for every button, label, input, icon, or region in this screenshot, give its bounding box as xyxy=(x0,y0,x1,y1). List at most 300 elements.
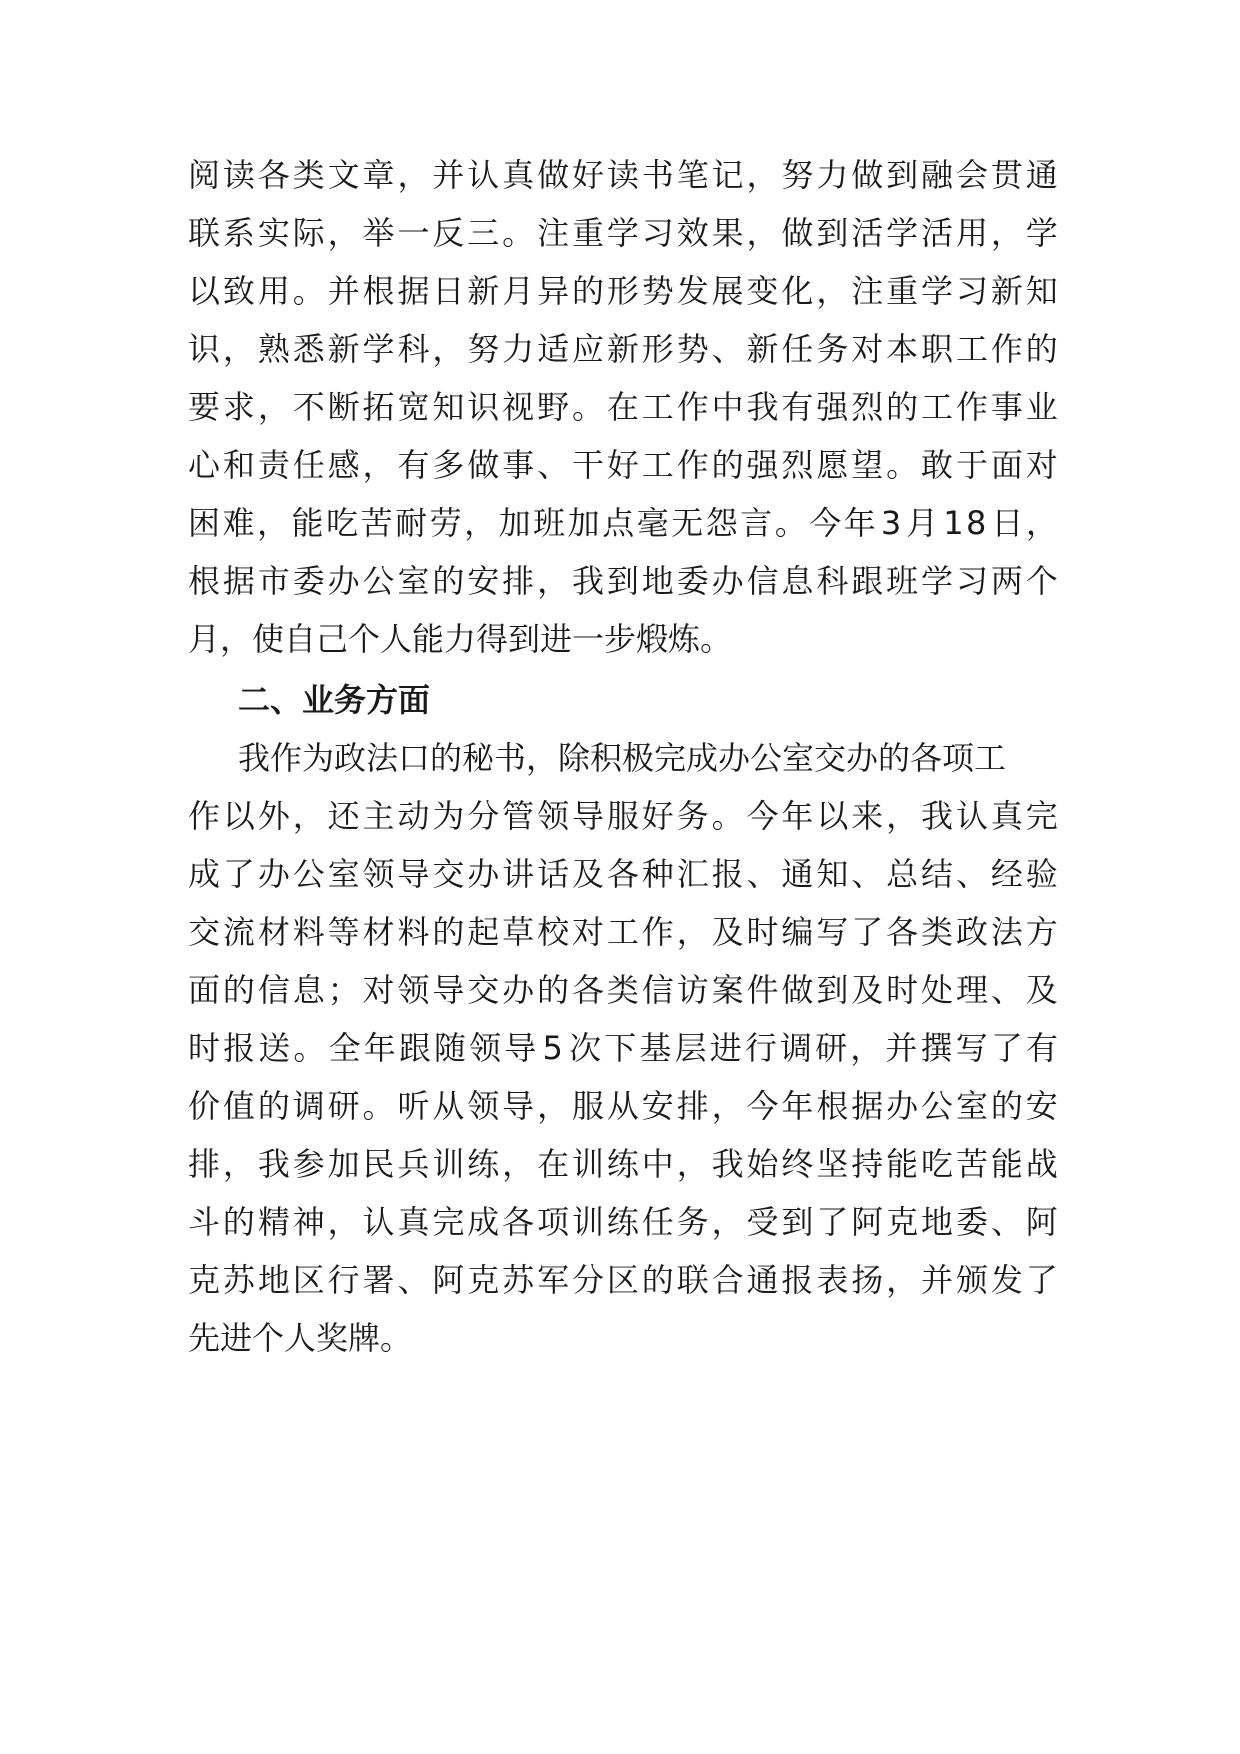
glyph: 学 xyxy=(886,214,919,252)
glyph: 于 xyxy=(955,446,988,484)
glyph: 。 xyxy=(292,272,325,310)
glyph: 作 xyxy=(676,388,709,426)
glyph: 料 xyxy=(397,913,430,951)
glyph: 业 xyxy=(1025,388,1058,426)
glyph: 的 xyxy=(432,562,465,600)
glyph: 随 xyxy=(433,1029,466,1067)
glyph: 势 xyxy=(641,272,674,310)
glyph: 室 xyxy=(327,855,360,893)
glyph: 干 xyxy=(571,446,604,484)
glyph: 排 xyxy=(676,1087,709,1125)
glyph: 工 xyxy=(921,388,954,426)
glyph: 能 xyxy=(886,1145,919,1183)
glyph: 表 xyxy=(816,1261,849,1299)
glyph: 及 xyxy=(711,913,744,951)
glyph: 办 xyxy=(502,971,535,1009)
glyph: ， xyxy=(537,1087,570,1125)
glyph: 及 xyxy=(1025,971,1058,1009)
glyph: 形 xyxy=(606,272,639,310)
glyph: 跟 xyxy=(851,562,884,600)
glyph: 努 xyxy=(467,330,500,368)
paragraph-line xyxy=(188,1086,1058,1126)
glyph: 终 xyxy=(781,1145,814,1183)
glyph: 知 xyxy=(432,388,465,426)
glyph: 难 xyxy=(222,504,255,542)
glyph: ； xyxy=(327,971,360,1009)
glyph: 野 xyxy=(537,388,570,426)
paragraph-line: 我作为政法口的秘书，除积极完成办公室交办的各项工 xyxy=(238,739,1007,777)
paragraph-line xyxy=(188,329,1058,369)
glyph: 验 xyxy=(1025,855,1058,893)
paragraph-line xyxy=(188,271,1058,311)
glyph: 政 xyxy=(955,913,988,951)
glyph: 、 xyxy=(955,855,988,893)
glyph: 应 xyxy=(571,330,604,368)
glyph: 务 xyxy=(676,797,709,835)
glyph: 公 xyxy=(921,1087,954,1125)
glyph: 阅 xyxy=(188,156,221,194)
glyph: ， xyxy=(502,1145,535,1183)
glyph: ， xyxy=(222,1145,255,1183)
glyph: 编 xyxy=(781,913,814,951)
glyph: 调 xyxy=(292,1087,325,1125)
glyph: ， xyxy=(222,330,255,368)
glyph: 联 xyxy=(676,1261,709,1299)
glyph: 项 xyxy=(537,1203,570,1241)
glyph: 职 xyxy=(921,330,954,368)
glyph: 任 xyxy=(641,1203,674,1241)
glyph: 苏 xyxy=(222,1261,255,1299)
glyph: 研 xyxy=(815,1029,848,1067)
glyph: 完 xyxy=(432,1203,465,1241)
glyph: 送 xyxy=(258,1029,291,1067)
glyph: 委 xyxy=(676,562,709,600)
glyph: 重 xyxy=(571,214,604,252)
glyph: 行 xyxy=(744,1029,777,1067)
glyph: 责 xyxy=(257,446,290,484)
glyph: 对 xyxy=(851,330,884,368)
glyph: 科 xyxy=(397,330,430,368)
glyph: 训 xyxy=(571,1203,604,1241)
glyph: 吃 xyxy=(326,504,359,542)
glyph: 学 xyxy=(921,562,954,600)
glyph: 今 xyxy=(746,797,779,835)
glyph: 做 xyxy=(781,971,814,1009)
glyph: 。 xyxy=(362,1087,395,1125)
glyph: 书 xyxy=(641,156,674,194)
glyph: 战 xyxy=(1025,1145,1058,1183)
glyph: 我 xyxy=(921,797,954,835)
glyph: 扬 xyxy=(851,1261,884,1299)
glyph: 办 xyxy=(257,855,290,893)
glyph: 件 xyxy=(746,971,779,1009)
glyph: ， xyxy=(746,156,779,194)
glyph: ， xyxy=(850,1029,883,1067)
glyph: 等 xyxy=(327,913,360,951)
glyph: 章 xyxy=(362,156,395,194)
glyph: 用 xyxy=(257,272,290,310)
glyph: 强 xyxy=(816,388,849,426)
glyph: 领 xyxy=(397,971,430,1009)
glyph: 班 xyxy=(533,504,566,542)
glyph: 据 xyxy=(397,272,430,310)
glyph: 年 xyxy=(781,797,814,835)
glyph: 总 xyxy=(886,855,919,893)
glyph: 话 xyxy=(537,855,570,893)
glyph: 面 xyxy=(188,971,221,1009)
glyph: ， xyxy=(746,214,779,252)
glyph: 果 xyxy=(711,214,744,252)
glyph: 苏 xyxy=(502,1261,535,1299)
glyph: 笔 xyxy=(676,156,709,194)
glyph: 科 xyxy=(816,562,849,600)
glyph: 到 xyxy=(606,562,639,600)
glyph: 作 xyxy=(955,388,988,426)
glyph: 来 xyxy=(851,797,884,835)
glyph: 个 xyxy=(1025,562,1058,600)
glyph: 认 xyxy=(467,156,500,194)
glyph: 记 xyxy=(711,156,744,194)
glyph: 动 xyxy=(397,797,430,835)
glyph: 神 xyxy=(292,1203,325,1241)
glyph: 办 xyxy=(711,562,744,600)
glyph: ， xyxy=(362,446,395,484)
glyph: 力 xyxy=(502,330,535,368)
glyph: 断 xyxy=(327,388,360,426)
glyph: 不 xyxy=(292,388,325,426)
glyph: 报 xyxy=(711,855,744,893)
glyph: 对 xyxy=(571,913,604,951)
glyph: 识 xyxy=(467,388,500,426)
glyph: 材 xyxy=(257,913,290,951)
glyph: 在 xyxy=(606,388,639,426)
glyph: 了 xyxy=(851,913,884,951)
glyph: 认 xyxy=(362,1203,395,1241)
glyph: 以 xyxy=(222,797,255,835)
glyph: 理 xyxy=(955,971,988,1009)
glyph: 层 xyxy=(674,1029,707,1067)
glyph: 克 xyxy=(886,1203,919,1241)
glyph: 学 xyxy=(606,214,639,252)
glyph: 知 xyxy=(1025,272,1058,310)
glyph: 排 xyxy=(188,1145,221,1183)
glyph: 形 xyxy=(641,330,674,368)
glyph: 敢 xyxy=(921,446,954,484)
glyph: 管 xyxy=(502,797,535,835)
glyph: 学 xyxy=(362,330,395,368)
glyph: 求 xyxy=(222,388,255,426)
glyph: 汇 xyxy=(676,855,709,893)
glyph: 月 xyxy=(906,504,939,542)
glyph: 知 xyxy=(816,855,849,893)
glyph: 服 xyxy=(571,1087,604,1125)
glyph: 据 xyxy=(222,562,255,600)
paragraph-line xyxy=(188,1202,1058,1242)
paragraph-line xyxy=(188,1028,1058,1068)
glyph: 真 xyxy=(502,156,535,194)
glyph: 熟 xyxy=(257,330,290,368)
glyph: 为 xyxy=(432,797,465,835)
glyph: 的 xyxy=(571,272,604,310)
glyph: 流 xyxy=(222,913,255,951)
glyph: ， xyxy=(711,1087,744,1125)
glyph: 下 xyxy=(604,1029,637,1067)
glyph: 、 xyxy=(746,855,779,893)
glyph: 烈 xyxy=(781,446,814,484)
glyph: 克 xyxy=(188,1261,221,1299)
glyph: 发 xyxy=(990,1261,1023,1299)
paragraph-line: 先进个人奖牌。 xyxy=(188,1319,413,1357)
glyph: 怨 xyxy=(705,504,738,542)
glyph: 领 xyxy=(469,1029,502,1067)
paragraph-line xyxy=(188,796,1058,836)
glyph: 地 xyxy=(921,1203,954,1241)
glyph: 案 xyxy=(711,971,744,1009)
glyph: 年 xyxy=(843,504,876,542)
glyph: 注 xyxy=(537,214,570,252)
glyph: 、 xyxy=(537,446,570,484)
glyph: 类 xyxy=(292,156,325,194)
glyph: 委 xyxy=(955,1203,988,1241)
glyph: 我 xyxy=(746,388,779,426)
glyph: 并 xyxy=(327,272,360,310)
glyph: 报 xyxy=(781,1261,814,1299)
glyph: 任 xyxy=(292,446,325,484)
glyph: 1 xyxy=(943,504,964,542)
glyph: 点 xyxy=(602,504,635,542)
paragraph-line: 月，使自己个人能力得到进一步煅炼。 xyxy=(188,620,733,658)
glyph: 新 xyxy=(606,330,639,368)
glyph: 和 xyxy=(222,446,255,484)
glyph: 贯 xyxy=(990,156,1023,194)
glyph: 愿 xyxy=(816,446,849,484)
glyph: 时 xyxy=(188,1029,221,1067)
glyph: 、 xyxy=(397,1261,430,1299)
glyph: 要 xyxy=(188,388,221,426)
glyph: 领 xyxy=(362,855,395,893)
glyph: 导 xyxy=(432,971,465,1009)
glyph: 全 xyxy=(328,1029,361,1067)
glyph: 种 xyxy=(641,855,674,893)
glyph: 撰 xyxy=(920,1029,953,1067)
glyph: 的 xyxy=(886,388,919,426)
glyph: ， xyxy=(816,272,849,310)
glyph: 。 xyxy=(293,1029,326,1067)
glyph: 调 xyxy=(779,1029,812,1067)
paragraph-line xyxy=(188,445,1058,485)
glyph: 好 xyxy=(641,797,674,835)
glyph: 经 xyxy=(990,855,1023,893)
glyph: 致 xyxy=(222,272,255,310)
glyph: 的 xyxy=(222,1203,255,1241)
glyph: 的 xyxy=(432,913,465,951)
glyph: 练 xyxy=(606,1203,639,1241)
glyph: 有 xyxy=(1025,1029,1058,1067)
glyph: ， xyxy=(257,504,290,542)
glyph: 系 xyxy=(222,214,255,252)
glyph: 兵 xyxy=(397,1145,430,1183)
glyph: 反 xyxy=(432,214,465,252)
glyph: 次 xyxy=(569,1029,602,1067)
glyph: 、 xyxy=(711,330,744,368)
glyph: 作 xyxy=(676,446,709,484)
glyph: 安 xyxy=(1025,1087,1058,1125)
glyph: 颁 xyxy=(955,1261,988,1299)
glyph: 行 xyxy=(327,1261,360,1299)
glyph: 始 xyxy=(746,1145,779,1183)
glyph: 坚 xyxy=(816,1145,849,1183)
glyph: 还 xyxy=(327,797,360,835)
glyph: 署 xyxy=(362,1261,395,1299)
glyph: 力 xyxy=(816,156,849,194)
glyph: 。 xyxy=(571,388,604,426)
glyph: 阿 xyxy=(1025,1203,1058,1241)
glyph: 在 xyxy=(537,1145,570,1183)
glyph: 练 xyxy=(606,1145,639,1183)
glyph: 信 xyxy=(746,562,779,600)
glyph: 外 xyxy=(257,797,290,835)
glyph: 了 xyxy=(816,1203,849,1241)
glyph: 作 xyxy=(188,797,221,835)
glyph: 注 xyxy=(851,272,884,310)
glyph: ， xyxy=(257,388,290,426)
glyph: 烈 xyxy=(851,388,884,426)
glyph: 多 xyxy=(432,446,465,484)
glyph: 并 xyxy=(885,1029,918,1067)
glyph: 年 xyxy=(363,1029,396,1067)
glyph: 时 xyxy=(886,971,919,1009)
glyph: 事 xyxy=(990,388,1023,426)
glyph: 分 xyxy=(571,1261,604,1299)
glyph: 展 xyxy=(711,272,744,310)
glyph: 势 xyxy=(676,330,709,368)
glyph: 读 xyxy=(222,156,255,194)
paragraph-line xyxy=(188,387,1058,427)
glyph: 研 xyxy=(327,1087,360,1125)
glyph: 效 xyxy=(676,214,709,252)
glyph: 读 xyxy=(606,156,639,194)
glyph: 价 xyxy=(188,1087,221,1125)
glyph: 草 xyxy=(502,913,535,951)
paragraph-line xyxy=(188,503,1058,543)
paragraph-line xyxy=(188,1260,1058,1300)
glyph: 以 xyxy=(188,272,221,310)
glyph: 导 xyxy=(397,855,430,893)
glyph: 信 xyxy=(257,971,290,1009)
glyph: 能 xyxy=(291,504,324,542)
glyph: 时 xyxy=(746,913,779,951)
glyph: 心 xyxy=(188,446,221,484)
glyph: 到 xyxy=(816,214,849,252)
glyph: 公 xyxy=(362,562,395,600)
glyph: ， xyxy=(327,1203,360,1241)
glyph: 通 xyxy=(1025,156,1058,194)
paragraph-line xyxy=(188,155,1058,195)
glyph: 合 xyxy=(711,1261,744,1299)
glyph: 信 xyxy=(641,971,674,1009)
glyph: 区 xyxy=(292,1261,325,1299)
glyph: 务 xyxy=(676,1203,709,1241)
glyph: 实 xyxy=(257,214,290,252)
glyph: 成 xyxy=(188,855,221,893)
glyph: 班 xyxy=(886,562,919,600)
glyph: 民 xyxy=(362,1145,395,1183)
glyph: 办 xyxy=(327,562,360,600)
glyph: ， xyxy=(397,156,430,194)
paragraph-line xyxy=(188,854,1058,894)
glyph: 的 xyxy=(711,446,744,484)
glyph: 值 xyxy=(222,1087,255,1125)
glyph: 类 xyxy=(921,913,954,951)
glyph: 联 xyxy=(188,214,221,252)
glyph: 新 xyxy=(467,272,500,310)
glyph: 作 xyxy=(641,913,674,951)
glyph: 拓 xyxy=(362,388,395,426)
glyph: 有 xyxy=(781,388,814,426)
glyph: 领 xyxy=(467,1087,500,1125)
glyph: 结 xyxy=(921,855,954,893)
glyph: 跟 xyxy=(398,1029,431,1067)
glyph: 各 xyxy=(257,156,290,194)
glyph: 各 xyxy=(886,913,919,951)
glyph: 能 xyxy=(990,1145,1023,1183)
glyph: 际 xyxy=(292,214,325,252)
glyph: 加 xyxy=(567,504,600,542)
glyph: 劳 xyxy=(429,504,462,542)
glyph: ， xyxy=(676,1145,709,1183)
glyph: ， xyxy=(886,797,919,835)
glyph: 学 xyxy=(921,272,954,310)
glyph: 务 xyxy=(816,330,849,368)
paragraph-line xyxy=(188,912,1058,952)
glyph: 、 xyxy=(990,1203,1023,1241)
glyph: 变 xyxy=(746,272,779,310)
glyph: 习 xyxy=(955,562,988,600)
paragraph-line xyxy=(188,561,1058,601)
glyph: 的 xyxy=(222,971,255,1009)
glyph: 写 xyxy=(955,1029,988,1067)
glyph: 通 xyxy=(781,855,814,893)
glyph: 毫 xyxy=(636,504,669,542)
glyph: 化 xyxy=(781,272,814,310)
glyph: 阿 xyxy=(432,1261,465,1299)
glyph: 阿 xyxy=(851,1203,884,1241)
glyph: 受 xyxy=(746,1203,779,1241)
glyph: 我 xyxy=(711,1145,744,1183)
glyph: 了 xyxy=(990,1029,1023,1067)
glyph: ， xyxy=(432,330,465,368)
glyph: 公 xyxy=(292,855,325,893)
glyph: ， xyxy=(327,214,360,252)
glyph: 服 xyxy=(606,797,639,835)
glyph: 三 xyxy=(467,214,500,252)
glyph: 工 xyxy=(641,388,674,426)
glyph: 处 xyxy=(921,971,954,1009)
glyph: 到 xyxy=(816,971,849,1009)
glyph: 进 xyxy=(709,1029,742,1067)
glyph: 并 xyxy=(432,156,465,194)
glyph: 我 xyxy=(571,562,604,600)
glyph: 导 xyxy=(504,1029,537,1067)
glyph: 事 xyxy=(502,446,535,484)
glyph: 交 xyxy=(467,971,500,1009)
glyph: 对 xyxy=(1025,446,1058,484)
glyph: 无 xyxy=(671,504,704,542)
glyph: 异 xyxy=(537,272,570,310)
glyph: 及 xyxy=(851,971,884,1009)
glyph: 室 xyxy=(955,1087,988,1125)
glyph: 方 xyxy=(1025,913,1058,951)
